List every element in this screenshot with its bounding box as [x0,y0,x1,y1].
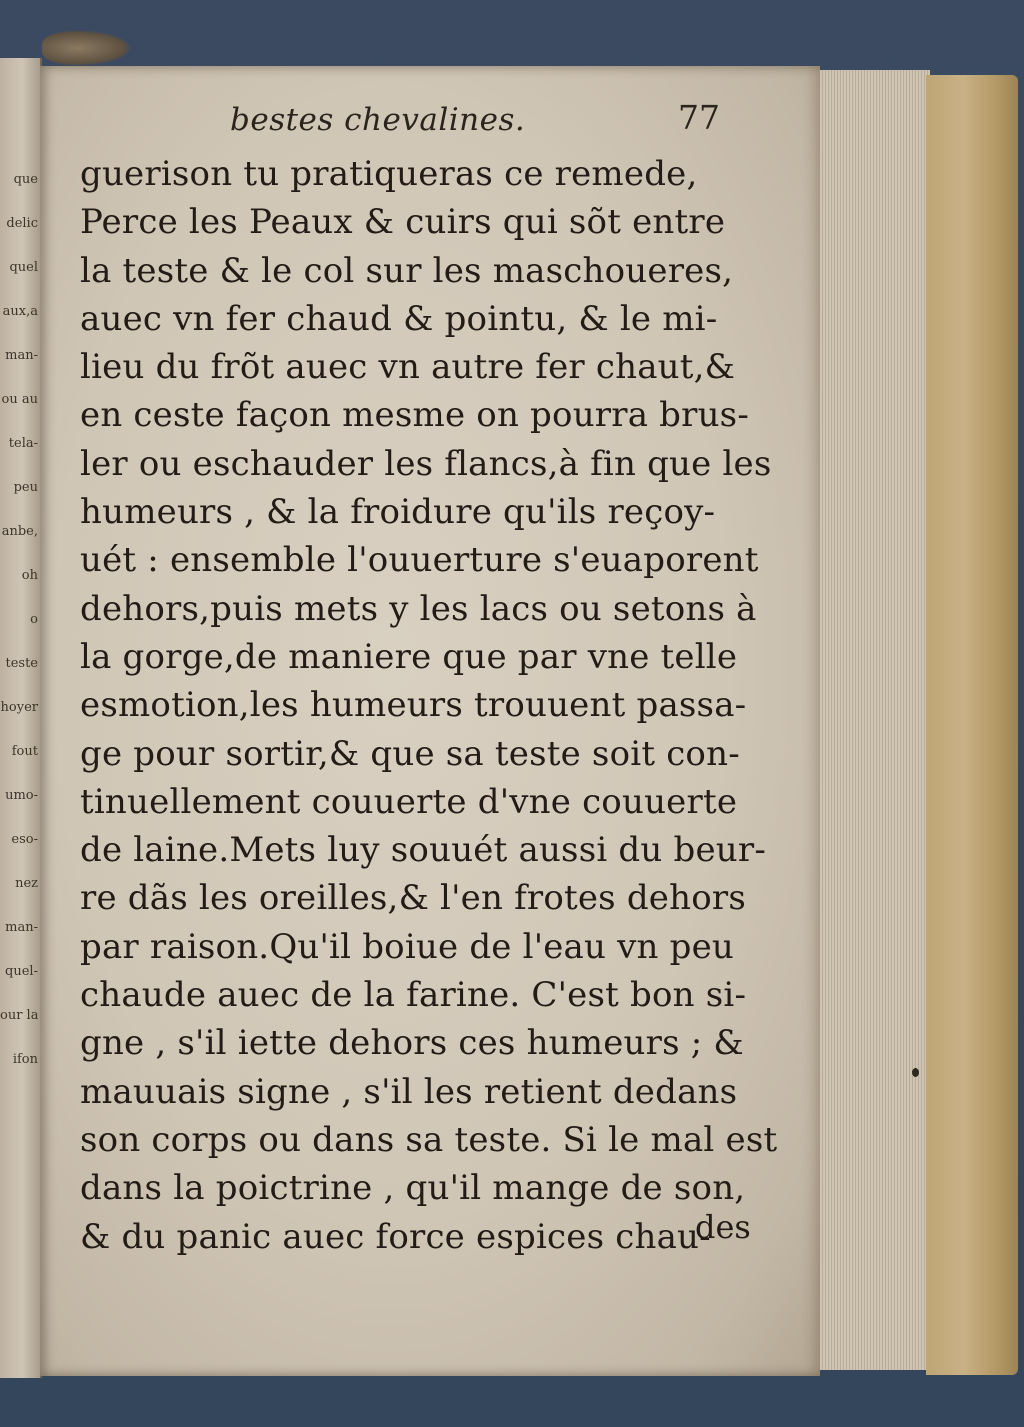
book-cover-edge [926,75,1018,1375]
running-title: bestes chevalines. [230,102,526,138]
body-text [80,150,778,1261]
text-line: guerison tu pratiqueras ce remede, [80,154,698,194]
text-line: chaude auec de la farine. C'est bon si- [80,975,747,1016]
fragment: tela- [8,436,38,451]
text-line: uét : ensemble l'ouuerture s'euaporent [80,540,759,581]
text-line: ler ou eschauder les flancs,à fin que les [80,443,772,484]
text-line: ge pour sortir,& que sa teste soit con- [80,733,740,774]
page-block-fore-edge [818,70,930,1370]
binding-thread [42,30,132,66]
fragment: anbe, [1,524,38,539]
cover-mark [912,1068,919,1077]
fragment: man- [5,920,38,935]
fragment: ifon [12,1052,38,1067]
text-line: Perce les Peaux & cuirs qui sõt entre [80,202,726,243]
page-number: 77 [678,98,720,137]
fragment: teste [5,656,38,671]
text-line: auec vn fer chaud & pointu, & le mi- [80,298,718,339]
fragment: nez [15,876,38,891]
text-line: la gorge,de maniere que par vne telle [80,636,738,677]
text-line: esmotion,les humeurs trouuent passa- [80,685,747,726]
text-line: par raison.Qu'il boiue de l'eau vn peu [80,926,735,967]
text-line: son corps ou dans sa teste. Si le mal est [80,1119,778,1160]
fragment: quel- [5,964,38,979]
fragment: fout [11,744,38,759]
catchword: des [695,1208,751,1246]
text-line: de laine.Mets luy souuét aussi du beur- [80,830,767,871]
text-line: & du panic auec force espices chau- [80,1216,711,1257]
text-line: la teste & le col sur les maschoueres, [80,250,734,291]
fragment: oh [21,568,38,583]
fragment: eso- [11,832,38,847]
text-line: tinuellement couuerte d'vne couuerte [80,781,738,822]
text-line: en ceste façon mesme on pourra brus- [80,395,750,436]
fragment: peu [13,480,38,495]
fragment: o [30,612,38,627]
fragment: ou au [1,392,38,407]
fragment: our la [0,1008,38,1023]
fragment: delic [6,216,38,231]
fragment: que [13,172,38,187]
text-line: dehors,puis mets y les lacs ou setons à [80,588,757,629]
text-line: dans la poictrine , qu'il mange de son, [80,1168,746,1209]
text-line: lieu du frõt auec vn autre fer chaut,& [80,347,736,388]
fragment: aux,a [2,304,38,319]
page-header [100,96,740,146]
text-line: humeurs , & la froidure qu'ils reçoy- [80,492,716,533]
previous-page-edge [0,58,42,1378]
fragment: hoyer [0,700,38,715]
previous-page-text-fragments [0,158,38,1082]
text-line: re dãs les oreilles,& l'en frotes dehors [80,878,746,919]
fragment: quel [9,260,38,275]
fragment: umo- [5,788,38,803]
text-line: mauuais signe , s'il les retient dedans [80,1071,738,1112]
fragment: man- [5,348,38,363]
text-line: gne , s'il iette dehors ces humeurs ; & [80,1023,744,1064]
